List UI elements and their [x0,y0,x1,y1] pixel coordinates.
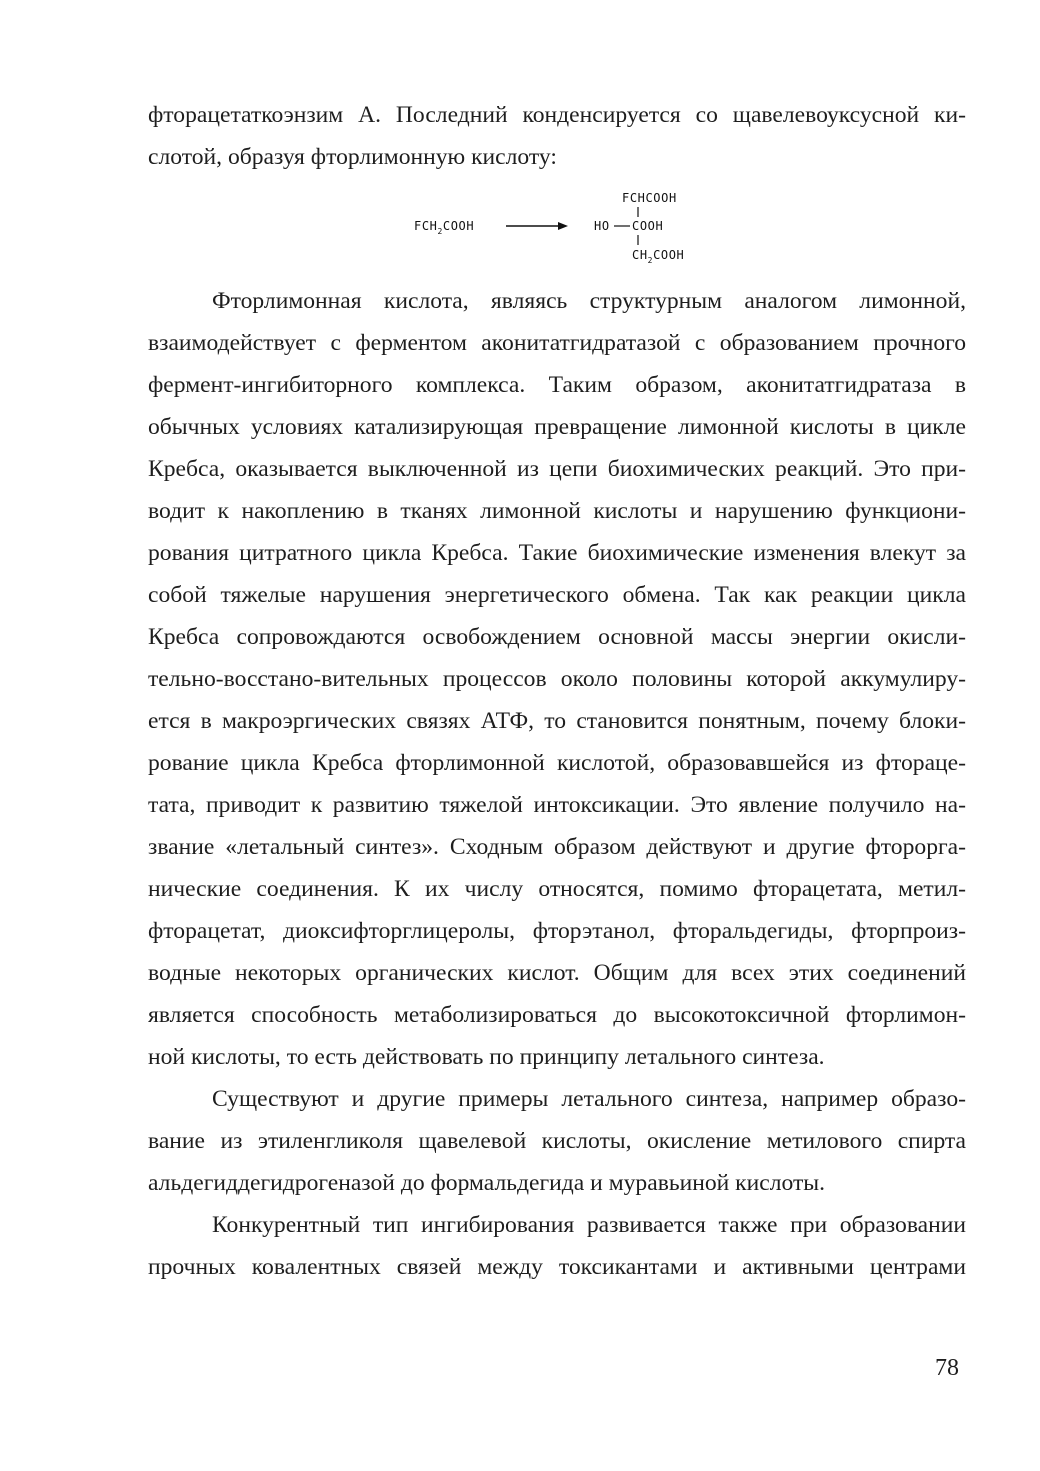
product-middle-group: COOH [632,219,664,233]
text-line: собой тяжелые нарушения энергетического обмена. Так как реакции цикла [148,582,966,608]
paragraph-2 [148,280,966,1078]
text-line: фторацетаткоэнзим А. Последний конденсируется со щавелевоуксусной ки- [148,102,966,128]
product-hydroxyl: HO [594,219,610,233]
product-top-group: FCHCOOH [622,191,677,205]
reactant-formula: $FCH_2COOH$ [414,219,475,236]
text-line: взаимодействует с ферментом аконитатгидратазой с образованием прочного [148,330,966,356]
text-line: обычных условиях катализирующая превращение лимонной кислоты в цикле [148,414,966,440]
text-line: Конкурентный тип ингибирования развивается также при образовании [212,1212,966,1238]
text-line: фторацетат, диоксифторглицеролы, фторэтанол, фторальдегиды, фторпроиз- [148,918,966,944]
page-body [148,94,966,1288]
page-number: 78 [935,1355,959,1381]
text-line: слотой, образуя фторлимонную кислоту: [148,144,557,170]
text-line: Фторлимонная кислота, являясь структурным аналогом лимонной, [212,288,966,314]
text-line: фермент-ингибиторного комплекса. Таким образом, аконитатгидратаза в [148,372,966,398]
text-line: тата, приводит к развитию тяжелой интоксикации. Это явление получило на- [148,792,966,818]
text-line: Кребса сопровождаются освобождением основной массы энергии окисли- [148,624,966,650]
text-line: рование цикла Кребса фторлимонной кислотой, образовавшейся из фтораце- [148,750,966,776]
text-line: Существуют и другие примеры летального синтеза, например образо- [212,1086,966,1112]
text-line: вание из этиленгликоля щавелевой кислоты, окисление метилового спирта [148,1128,966,1154]
chemical-reaction-figure [148,178,966,276]
text-line: ется в макроэргических связях АТФ, то становится понятным, почему блоки- [148,708,966,734]
product-bottom-group: $CH_2COOH$ [632,248,685,265]
paragraph-1 [148,94,966,178]
text-line: является способность метаболизироваться до высокотоксичной фторлимон- [148,1002,966,1028]
text-line: ной кислоты, то есть действовать по принципу летального синтеза. [148,1044,825,1070]
paragraph-4 [148,1204,966,1288]
text-line: тельно-восстано-вительных процессов около половины которой аккумулиру- [148,666,966,692]
paragraph-3 [148,1078,966,1204]
reaction-diagram [148,178,966,276]
reaction-arrow-head [558,222,568,230]
text-line: водит к накоплению в тканях лимонной кислоты и нарушению функциони- [148,498,966,524]
text-line: звание «летальный синтез». Сходным образом действуют и другие фторорга- [148,834,966,860]
text-line: прочных ковалентных связей между токсикантами и активными центрами [148,1254,966,1280]
text-line: Кребса, оказывается выключенной из цепи биохимических реакций. Это при- [148,456,966,482]
text-line: рования цитратного цикла Кребса. Такие биохимические изменения влекут за [148,540,966,566]
text-line: альдегиддегидрогеназой до формальдегида и муравьиной кислоты. [148,1170,826,1196]
text-line: нические соединения. К их числу относятся, помимо фторацетата, метил- [148,876,966,902]
text-line: водные некоторых органических кислот. Общим для всех этих соединений [148,960,966,986]
